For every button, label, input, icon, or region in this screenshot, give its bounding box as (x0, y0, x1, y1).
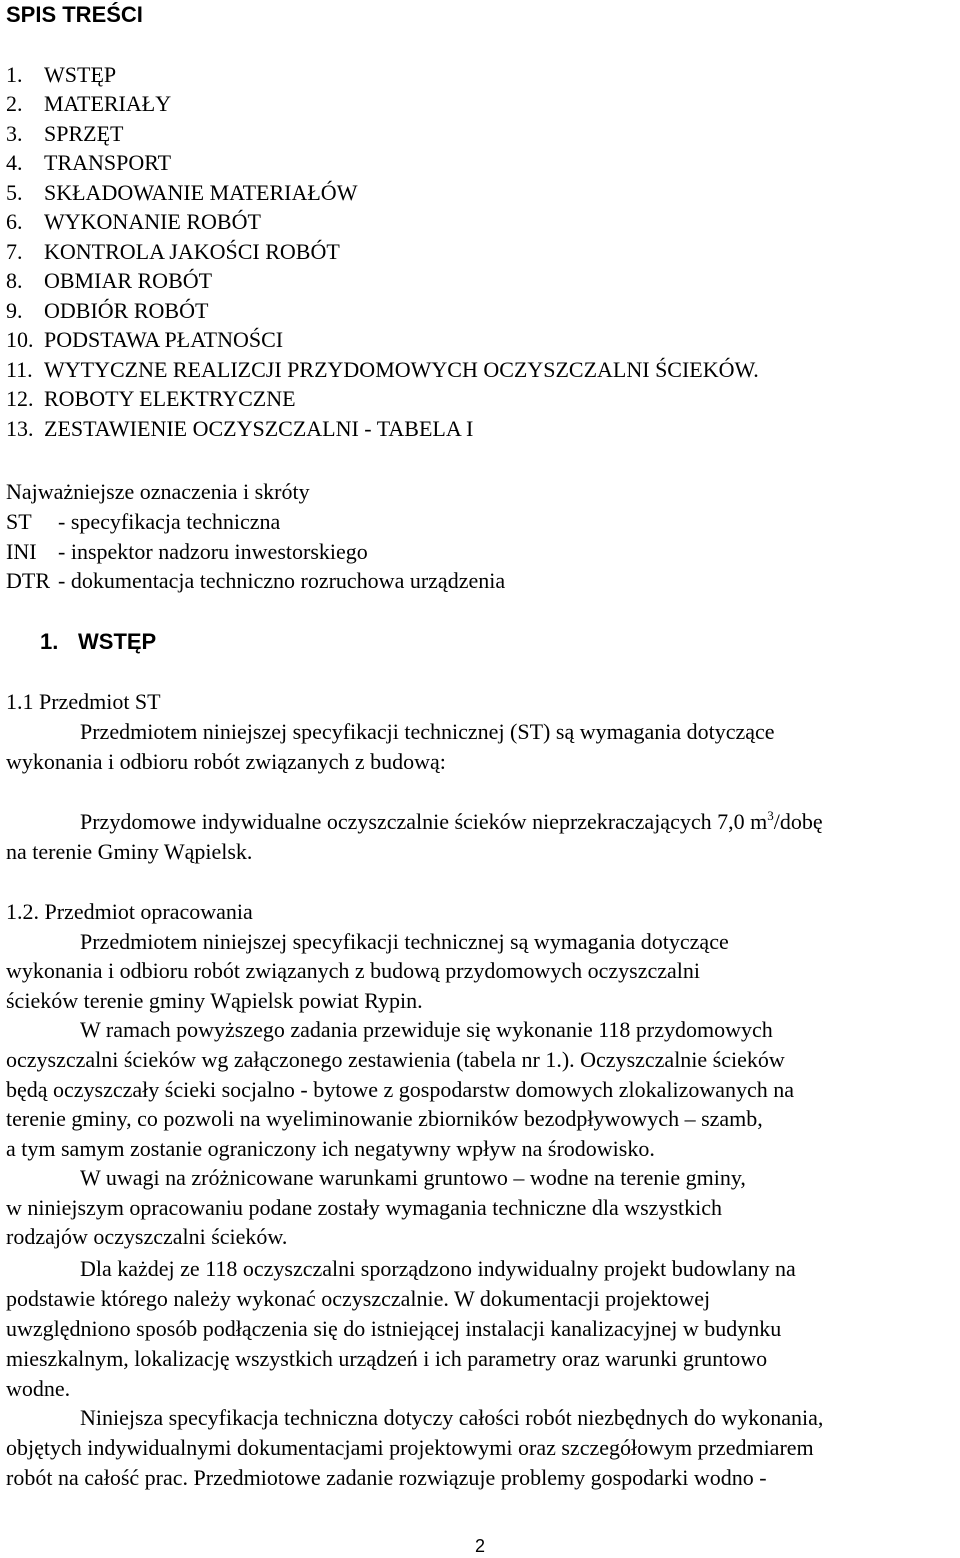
toc-item (6, 268, 212, 294)
toc-item (6, 91, 171, 117)
paragraph-line: ścieków terenie gminy Wąpielsk powiat Rypin. (6, 988, 423, 1013)
toc-item-label: PODSTAWA PŁATNOŚCI (44, 327, 284, 352)
toc-item (6, 386, 296, 412)
paragraph-line: a tym samym zostanie ograniczony ich negatywny wpływ na środowisko. (6, 1136, 655, 1161)
toc-item-label: KONTROLA JAKOŚCI ROBÓT (44, 239, 340, 264)
paragraph-line (80, 809, 823, 835)
toc-item-label: ODBIÓR ROBÓT (44, 298, 209, 323)
paragraph-line: w niniejszym opracowaniu podane zostały wymagania techniczne dla wszystkich (6, 1195, 722, 1220)
abbreviation-description: - specyfikacja techniczna (58, 509, 281, 534)
toc-item-label: MATERIAŁY (44, 91, 172, 116)
toc-item-number: 4. (6, 150, 23, 175)
paragraph-line: mieszkalnym, lokalizację wszystkich urządzeń i ich parametry oraz warunki gruntowo (6, 1346, 768, 1371)
paragraph-text: Przydomowe indywidualne oczyszczalnie ścieków nieprzekraczających 7,0 m (80, 809, 768, 834)
paragraph-line: będą oczyszczały ścieki socjalno - bytowe z gospodarstw domowych zlokalizowanych na (6, 1077, 795, 1102)
section-title: WSTĘP (78, 629, 157, 654)
paragraph-line: uwzględniono sposób podłączenia się do istniejącej instalacji kanalizacyjnej w budynku (6, 1316, 782, 1341)
paragraph-line: Dla każdej ze 118 oczyszczalni sporządzono indywidualny projekt budowlany na (80, 1256, 796, 1281)
toc-item-number: 7. (6, 239, 23, 264)
paragraph-line: objętych indywidualnymi dokumentacjami projektowymi oraz szczegółowym przedmiarem (6, 1435, 814, 1460)
abbreviation-code: INI (6, 539, 37, 564)
subsection-title: 1.2. Przedmiot opracowania (6, 899, 253, 924)
paragraph-line: rodzajów oczyszczalni ścieków. (6, 1224, 288, 1249)
abbreviation-item (6, 568, 505, 594)
paragraph-line: na terenie Gminy Wąpielsk. (6, 839, 253, 864)
section-heading (40, 629, 156, 655)
paragraph-line: wykonania i odbioru robót związanych z budową: (6, 749, 446, 774)
toc-item-number: 13. (6, 416, 34, 441)
abbreviation-code: DTR (6, 568, 50, 593)
toc-item-label: WYKONANIE ROBÓT (44, 209, 261, 234)
toc-item-number: 11. (6, 357, 33, 382)
toc-item (6, 327, 283, 353)
toc-title: SPIS TREŚCI (6, 2, 143, 27)
superscript: 3 (767, 808, 774, 823)
toc-item (6, 357, 759, 383)
paragraph-line: wykonania i odbioru robót związanych z budową przydomowych oczyszczalni (6, 958, 700, 983)
paragraph-line: oczyszczalni ścieków wg załączonego zestawienia (tabela nr 1.). Oczyszczalnie ścieków (6, 1047, 785, 1072)
toc-item-number: 2. (6, 91, 23, 116)
toc-item (6, 121, 123, 147)
paragraph-line: robót na całość prac. Przedmiotowe zadanie rozwiązuje problemy gospodarki wodno - (6, 1465, 767, 1490)
toc-item-number: 10. (6, 327, 34, 352)
toc-item-label: SKŁADOWANIE MATERIAŁÓW (44, 180, 358, 205)
toc-item-label: ZESTAWIENIE OCZYSZCZALNI - TABELA I (44, 416, 474, 441)
page-number: 2 (474, 1536, 485, 1556)
abbreviation-item (6, 509, 280, 535)
abbreviation-item (6, 539, 368, 565)
toc-item (6, 150, 171, 176)
abbreviation-description: - dokumentacja techniczno rozruchowa urządzenia (58, 568, 506, 593)
abbreviations-heading: Najważniejsze oznaczenia i skróty (6, 479, 310, 504)
section-number: 1. (40, 629, 59, 654)
toc-item-label: ROBOTY ELEKTRYCZNE (44, 386, 296, 411)
toc-item-number: 3. (6, 121, 23, 146)
toc-item (6, 298, 208, 324)
toc-item-number: 8. (6, 268, 23, 293)
paragraph-line: Niniejsza specyfikacja techniczna dotyczy całości robót niezbędnych do wykonania, (80, 1405, 824, 1430)
paragraph-line: W ramach powyższego zadania przewiduje się wykonanie 118 przydomowych (80, 1017, 773, 1042)
abbreviation-code: ST (6, 509, 32, 534)
paragraph-text: /dobę (773, 809, 823, 834)
toc-item (6, 416, 473, 442)
subsection-title: 1.1 Przedmiot ST (6, 689, 161, 714)
toc-item-label: SPRZĘT (44, 121, 124, 146)
paragraph-line: W uwagi na zróżnicowane warunkami gruntowo – wodne na terenie gminy, (80, 1165, 746, 1190)
paragraph-line: Przedmiotem niniejszej specyfikacji technicznej (ST) są wymagania dotyczące (80, 719, 775, 744)
paragraph-line: terenie gminy, co pozwoli na wyeliminowanie zbiorników bezodpływowych – szamb, (6, 1106, 763, 1131)
toc-item-number: 5. (6, 180, 23, 205)
toc-item-number: 9. (6, 298, 23, 323)
toc-item-number: 1. (6, 62, 23, 87)
abbreviation-description: - inspektor nadzoru inwestorskiego (58, 539, 368, 564)
toc-item-label: TRANSPORT (44, 150, 172, 175)
toc-item (6, 62, 116, 88)
toc-item-label: WYTYCZNE REALIZCJI PRZYDOMOWYCH OCZYSZCZALNI ŚCIEKÓW. (44, 357, 759, 382)
toc-item-label: WSTĘP (44, 62, 117, 87)
toc-item-label: OBMIAR ROBÓT (44, 268, 213, 293)
toc-item-number: 6. (6, 209, 23, 234)
toc-item-number: 12. (6, 386, 34, 411)
paragraph-line: wodne. (6, 1376, 71, 1401)
toc-item (6, 209, 261, 235)
paragraph-line: Przedmiotem niniejszej specyfikacji technicznej są wymagania dotyczące (80, 929, 729, 954)
toc-item (6, 239, 340, 265)
paragraph-line: podstawie którego należy wykonać oczyszczalnie. W dokumentacji projektowej (6, 1286, 711, 1311)
toc-item (6, 180, 357, 206)
